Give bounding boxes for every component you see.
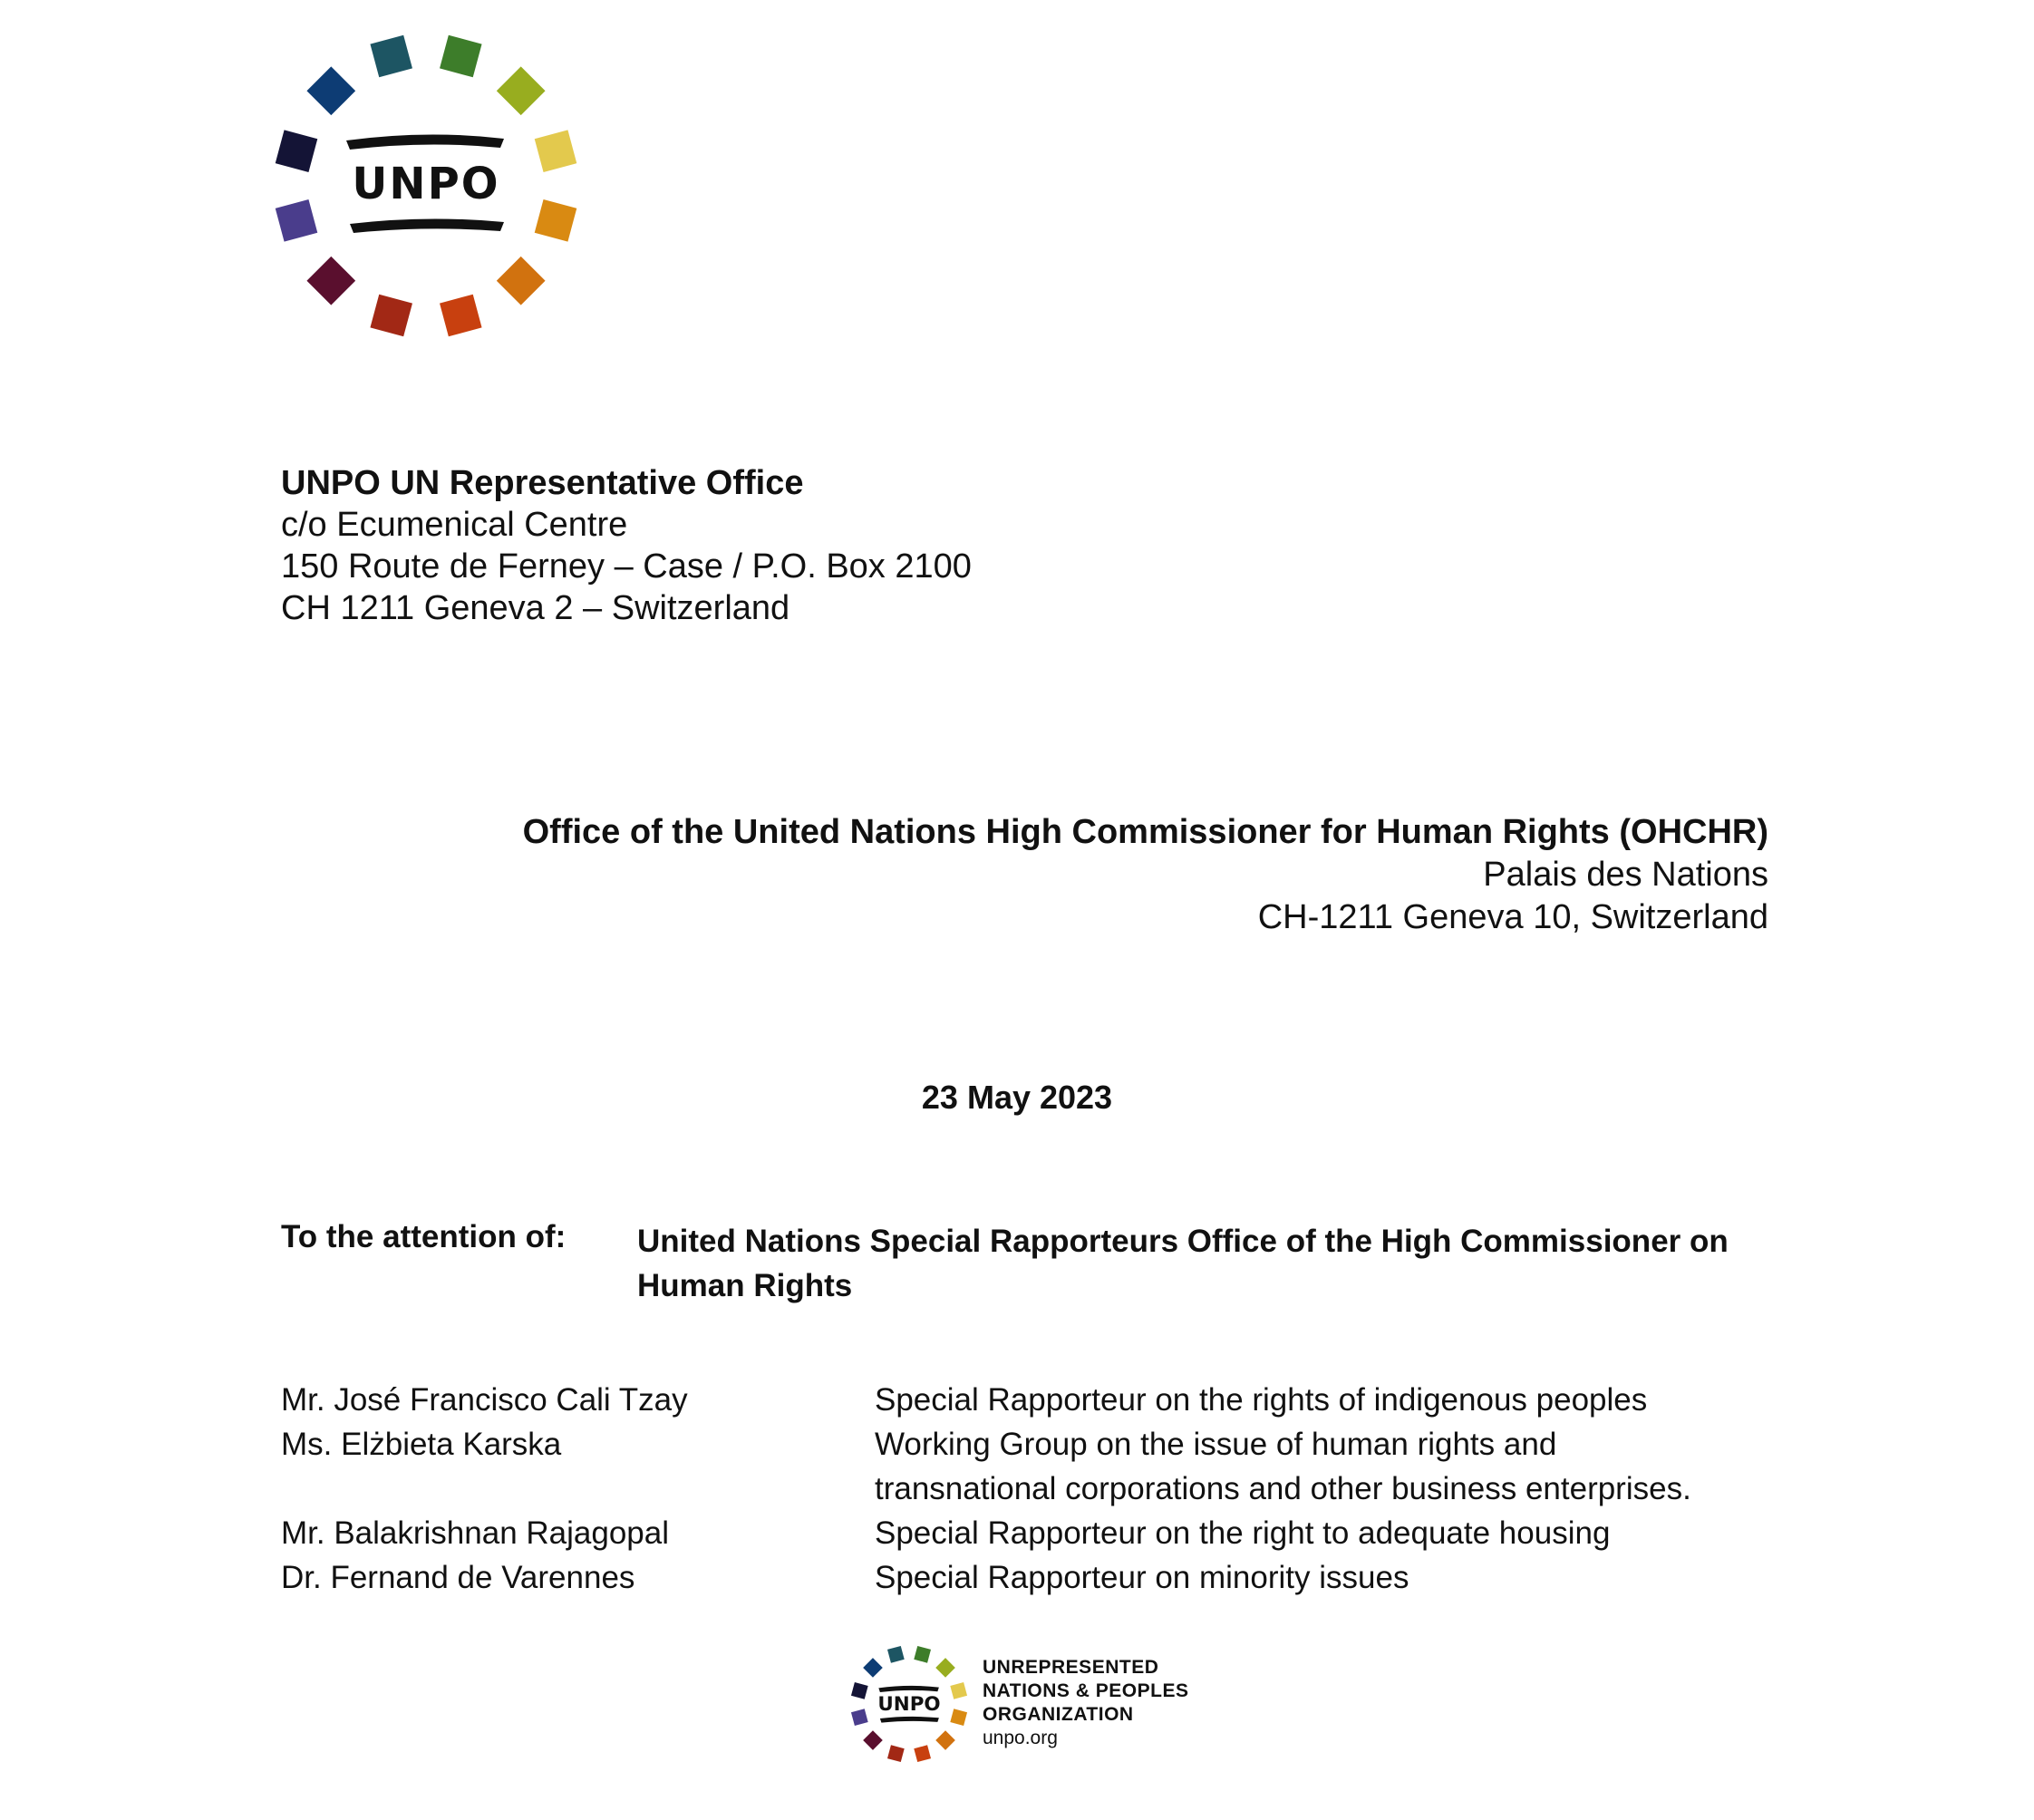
attention-value: United Nations Special Rapporteurs Office of the High Commissioner on Human Rights (637, 1224, 1729, 1303)
rapporteur-role (875, 1555, 1768, 1600)
rapporteur-role-line: Special Rapporteur on the right to adequate housing (875, 1515, 1611, 1551)
logo-color-square (863, 1658, 883, 1678)
logo-color-square (950, 1682, 967, 1699)
logo-color-square (914, 1745, 931, 1762)
footer-logo-lower-swoosh (880, 1717, 939, 1723)
logo-color-square (887, 1745, 905, 1762)
logo-color-square (497, 257, 546, 305)
logo-color-square (306, 257, 355, 305)
recipient-line-2: CH-1211 Geneva 10, Switzerland (1257, 898, 1768, 936)
rapporteur-name: Mr. Balakrishnan Rajagopal (281, 1515, 670, 1551)
recipient-address (523, 811, 1768, 939)
unpo-logo (272, 32, 580, 340)
logo-color-square (863, 1730, 883, 1750)
rapporteur-name: Ms. Elżbieta Karska (281, 1427, 562, 1462)
logo-color-square (935, 1730, 955, 1750)
logo-color-square (887, 1646, 905, 1663)
rapporteur-row (281, 1378, 1768, 1422)
logo-color-square (851, 1682, 868, 1699)
logo-wordmark: UNPO (352, 159, 500, 209)
logo-color-square (306, 66, 355, 115)
logo-color-square (497, 66, 546, 115)
footer-logo-wordmark: UNPO (877, 1692, 941, 1716)
attention-label: To the attention of: (281, 1219, 567, 1254)
footer-line-2: NATIONS & PEOPLES (983, 1680, 1189, 1701)
sender-line-3: CH 1211 Geneva 2 – Switzerland (281, 589, 790, 627)
letter-date: 23 May 2023 (921, 1079, 1113, 1116)
rapporteur-name: Dr. Fernand de Varennes (281, 1560, 635, 1595)
footer-line-1: UNREPRESENTED (983, 1657, 1159, 1678)
logo-color-square (935, 1658, 955, 1678)
logo-color-square (440, 295, 482, 337)
footer-logo-upper-swoosh (878, 1686, 939, 1692)
footer-unpo-logo (850, 1645, 968, 1763)
sender-line-1: c/o Ecumenical Centre (281, 506, 628, 544)
rapporteur-role (875, 1422, 1768, 1511)
rapporteur-row (281, 1422, 1768, 1511)
logo-color-square (276, 199, 318, 242)
sender-name: UNPO UN Representative Office (281, 464, 804, 502)
sender-line-2: 150 Route de Ferney – Case / P.O. Box 2100 (281, 547, 972, 586)
recipient-name: Office of the United Nations High Commissioner for Human Rights (OHCHR) (522, 813, 1768, 851)
rapporteur-list (281, 1378, 1768, 1600)
sender-address (281, 462, 972, 629)
logo-color-square (370, 35, 412, 78)
footer-line-3: ORGANIZATION (983, 1704, 1134, 1725)
logo-color-square (914, 1646, 931, 1663)
logo-color-square (851, 1709, 868, 1726)
rapporteur-role-line: transnational corporations and other business enterprises. (875, 1471, 1691, 1506)
logo-color-square (370, 295, 412, 337)
rapporteur-role-line: Special Rapporteur on minority issues (875, 1560, 1409, 1595)
logo-color-square (440, 35, 482, 78)
recipient-line-1: Palais des Nations (1483, 856, 1768, 894)
logo-color-square (950, 1709, 967, 1726)
rapporteur-row (281, 1555, 1768, 1600)
logo-upper-swoosh (346, 134, 504, 150)
logo-color-square (276, 130, 318, 172)
logo-color-square (535, 130, 577, 172)
footer-organization-name (983, 1656, 1188, 1750)
rapporteur-role-line: Working Group on the issue of human rights and (875, 1427, 1557, 1462)
logo-lower-swoosh (350, 218, 504, 233)
footer-url: unpo.org (983, 1728, 1058, 1748)
rapporteur-row (281, 1511, 1768, 1555)
rapporteur-role-line: Special Rapporteur on the rights of indigenous peoples (875, 1382, 1648, 1418)
rapporteur-role (875, 1378, 1768, 1422)
rapporteur-name: Mr. José Francisco Cali Tzay (281, 1382, 688, 1418)
logo-color-square (535, 199, 577, 242)
rapporteur-role (875, 1511, 1768, 1555)
